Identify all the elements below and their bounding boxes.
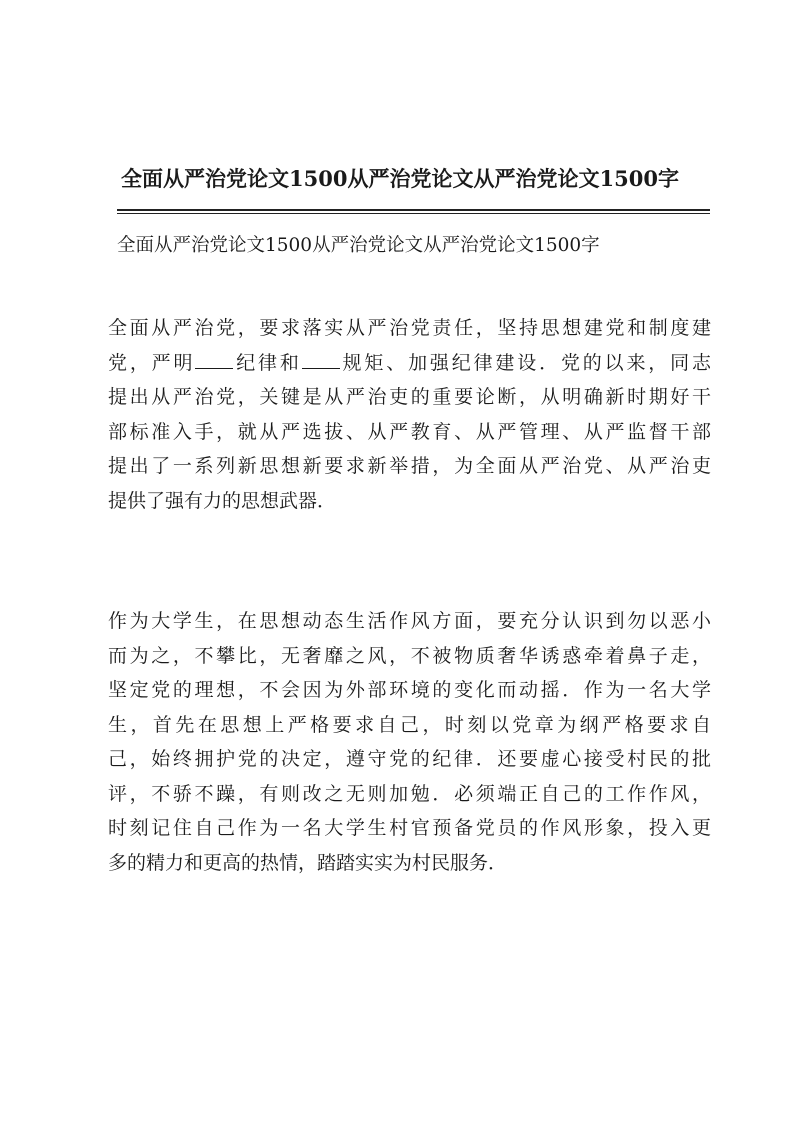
paragraph-line: 全面从严治党，要求落实从严治党责任，坚持思想建党和制度建 xyxy=(108,317,711,339)
paragraph-line: 而为之，不攀比，无奢靡之风，不被物质奢华诱惑牵着鼻子走， xyxy=(108,644,711,667)
paragraph-2 xyxy=(108,604,711,880)
paragraph-line: 部标准入手，就从严选拔、从严教育、从严管理、从严监督干部 xyxy=(108,420,711,443)
title-rule-thin xyxy=(117,213,710,214)
document-subtitle: 全面从严治党论文1500从严治党论文从严治党论文1500字 xyxy=(117,235,600,256)
paragraph-line: 提供了强有力的思想武器． xyxy=(108,489,337,512)
title-rule-thick xyxy=(117,209,710,211)
fill-in-blank xyxy=(302,354,340,369)
paragraph-line: 多的精力和更高的热情，踏踏实实为村民服务． xyxy=(108,851,508,874)
paragraph-line-with-blanks xyxy=(108,346,711,381)
fill-in-blank xyxy=(195,354,233,369)
paragraph-line: 作为大学生，在思想动态生活作风方面，要充分认识到勿以恶小 xyxy=(108,610,711,632)
paragraph-line: 坚定党的理想，不会因为外部环境的变化而动摇．作为一名大学 xyxy=(108,679,711,701)
paragraph-line: 生，首先在思想上严格要求自己，时刻以党章为纲严格要求自 xyxy=(108,713,711,736)
paragraph-line: 时刻记住自己作为一名大学生村官预备党员的作风形象，投入更 xyxy=(108,817,711,839)
paragraph-1 xyxy=(108,311,711,518)
paragraph-line: 提出从严治党，关键是从严治吏的重要论断，从明确新时期好干 xyxy=(108,386,711,408)
paragraph-line: 己，始终拥护党的决定，遵守党的纪律．还要虚心接受村民的批 xyxy=(108,748,711,770)
document-title: 全面从严治党论文1500从严治党论文从严治党论文1500字 xyxy=(121,166,679,191)
paragraph-line: 评，不骄不躁，有则改之无则加勉．必须端正自己的工作作风， xyxy=(108,782,711,805)
text-segment: 规矩、加强纪律建设．党的以来，同志 xyxy=(339,351,711,374)
paragraph-line: 提出了一系列新思想新要求新举措，为全面从严治党、从严治吏 xyxy=(108,455,711,477)
text-segment: 纪律和 xyxy=(233,351,302,374)
text-segment: 党，严明 xyxy=(108,351,196,374)
